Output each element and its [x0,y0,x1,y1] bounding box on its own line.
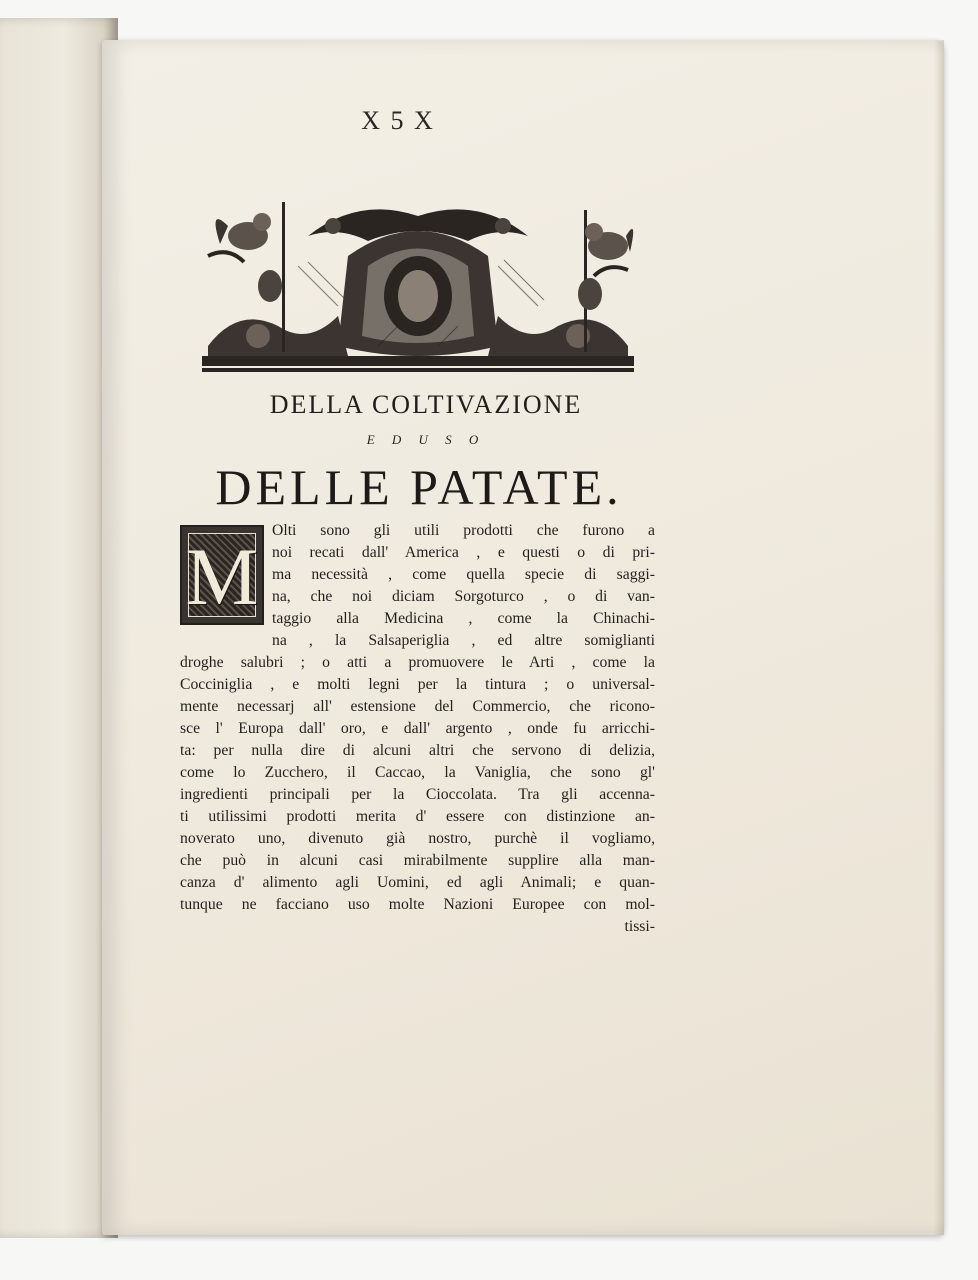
body-line: tunque ne facciano uso molte Nazioni Europee con mol- [180,896,655,913]
body-line: come lo Zucchero, il Caccao, la Vaniglia, che sono gl' [180,764,655,781]
main-title: DELLE PATATE. [215,459,623,515]
left-page-edge [0,18,118,1238]
body-line: Cocciniglia , e molti legni per la tintura ; o universal- [180,676,655,693]
body-line: ingredienti principali per la Cioccolata. Tra gli accenna- [180,786,655,803]
body-line: ta: per nulla dire di alcuni altri che servono di delizia, [180,742,655,759]
body-line: ma necessità , come quella specie di saggi- [272,566,655,583]
body-line: sce l' Europa dall' oro, e dall' argento , onde fu arricchi- [180,720,655,737]
body-line: mente necessarj all' estensione del Commercio, che ricono- [180,698,655,715]
body-line: che può in alcuni casi mirabilmente supplire alla man- [180,852,655,869]
body-line: taggio alla Medicina , come la Chinachi- [272,610,655,627]
body-line: droghe salubri ; o atti a promuovere le Arti , come la [180,654,655,671]
initial-letter: M [185,531,259,622]
body-line: Olti sono gli utili prodotti che furono a [272,522,655,539]
body-line: noverato uno, divenuto già nostro, purchè il vogliamo, [180,830,655,847]
page-number: X 5 X [361,106,435,135]
body-line: na, che noi diciam Sorgoturco , o di van- [272,588,655,605]
ornamental-cherub-headpiece-icon [198,196,638,382]
page-edge-shadow [934,40,944,1235]
body-line: canza d' alimento agli Uomini, ed agli Animali; e quan- [180,874,655,891]
decorated-initial-icon [180,525,264,625]
body-line: noi recati dall' America , e questi o di pri- [272,544,655,561]
body-line: na , la Salsaperiglia , ed altre somiglianti [272,632,655,649]
catchword: tissi- [624,918,655,935]
body-line: ti utilissimi prodotti merita d' essere con distinzione an- [180,808,655,825]
title-line-1: DELLA COLTIVAZIONE [269,390,583,419]
title-line-2: E D U S O [366,432,486,447]
